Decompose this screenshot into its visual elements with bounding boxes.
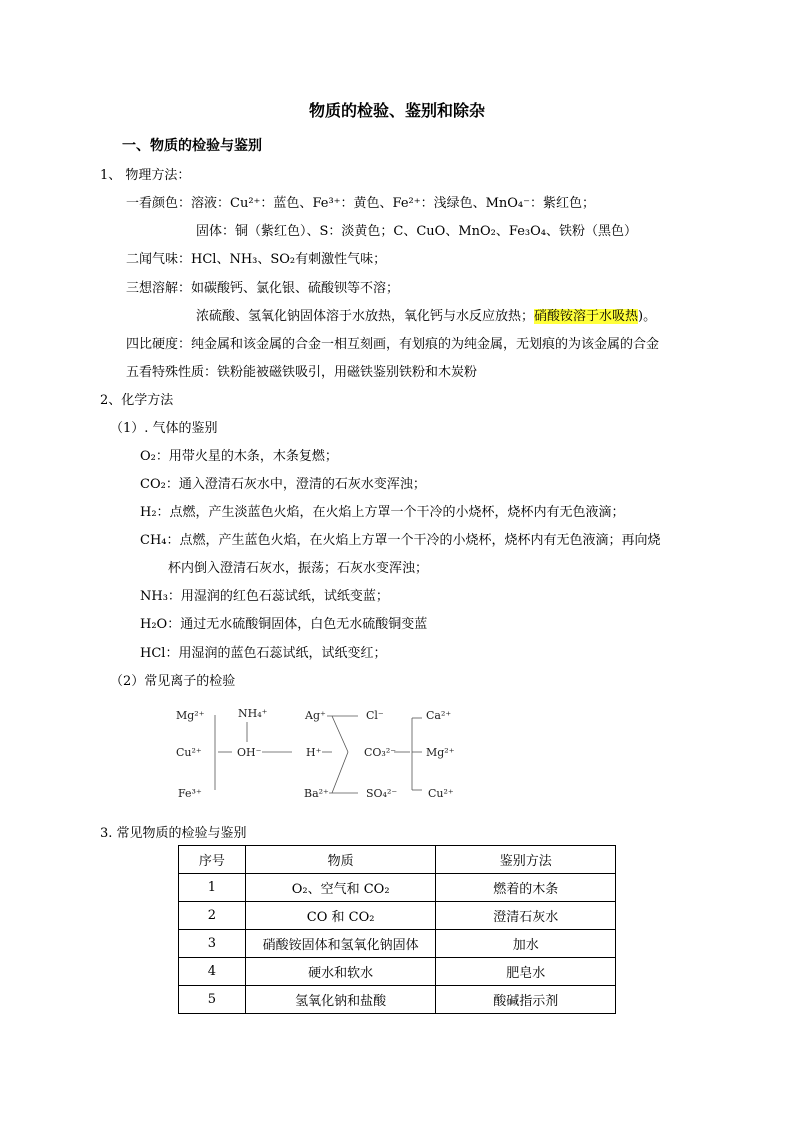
col-header-substance: 物质: [245, 846, 436, 874]
table-header-row: [179, 846, 616, 874]
ion-co3: CO₃²⁻: [364, 746, 397, 759]
cell-method: 燃着的木条: [436, 874, 616, 902]
ion-cl: Cl⁻: [366, 709, 384, 722]
cell-substance: 硬水和软水: [245, 958, 436, 986]
gas-co2: CO₂：通入澄清石灰水中，澄清的石灰水变浑浊；: [140, 477, 426, 492]
cu-color: Cu²⁺：蓝色、: [230, 196, 313, 211]
fe3-color: Fe³⁺：黄色、: [312, 196, 393, 211]
cell-index: 3: [179, 930, 246, 958]
table-row: [179, 874, 616, 902]
color-label: 一看颜色：: [126, 196, 192, 211]
section-heading-detection: 一、物质的检验与鉴别: [122, 138, 262, 154]
gas-o2: O₂：用带火星的木条，木条复燃；: [140, 449, 338, 464]
table-row: [179, 930, 616, 958]
color-line: [126, 192, 595, 211]
ion-cu-left: Cu²⁺: [176, 746, 202, 759]
ion-cu-right: Cu²⁺: [428, 787, 454, 800]
gas-ch4-line1: CH₄：点燃，产生蓝色火焰，在火焰上方罩一个干冷的小烧杯，烧杯内有无色液滴；再向烧: [140, 533, 661, 548]
page-title: 物质的检验、鉴别和除杂: [308, 101, 485, 120]
fe2-color: Fe²⁺：浅绿色、: [392, 196, 486, 211]
heat-highlight: 硝酸铵溶于水吸热: [534, 309, 639, 324]
table-row: [179, 958, 616, 986]
gas-heading: （1）. 气体的鉴别: [110, 421, 218, 436]
ion-ba: Ba²⁺: [304, 787, 329, 800]
ion-so4: SO₄²⁻: [366, 787, 398, 800]
table-row: [179, 902, 616, 930]
ion-oh: OH⁻: [237, 746, 262, 759]
smell-line: 二闻气味：HCl、NH₃、SO₂有刺激性气味；: [126, 252, 387, 267]
ion-mg-right: Mg²⁺: [426, 746, 455, 759]
gas-ch4-line2: 杯内倒入澄清石灰水，振荡；石灰水变浑浊；: [168, 561, 429, 576]
ion-mg-left: Mg²⁺: [176, 709, 205, 722]
hardness-line: 四比硬度：纯金属和该金属的合金一相互刻画，有划痕的为纯金属，无划痕的为该金属的合金: [126, 337, 660, 352]
chemical-methods-heading: 2、化学方法: [100, 393, 174, 408]
identification-table: [178, 845, 616, 1014]
ion-h: H⁺: [306, 746, 322, 759]
gas-h2: H₂：点燃，产生淡蓝色火焰，在火焰上方罩一个干冷的小烧杯，烧杯内有无色液滴；: [140, 505, 625, 520]
gas-hcl: HCl：用湿润的蓝色石蕊试纸，试纸变红；: [140, 646, 387, 661]
cell-substance: O₂、空气和 CO₂: [245, 874, 436, 902]
heat-end: )。: [638, 309, 657, 324]
cell-substance: CO 和 CO₂: [245, 902, 436, 930]
cell-method: 肥皂水: [436, 958, 616, 986]
mno4-color: MnO₄⁻：紫红色；: [485, 196, 596, 211]
cell-index: 1: [179, 874, 246, 902]
cell-method: 加水: [436, 930, 616, 958]
cell-substance: 氢氧化钠和盐酸: [245, 986, 436, 1014]
table-heading: 3. 常见物质的检验与鉴别: [100, 826, 247, 841]
solution-prefix: 溶液：: [191, 196, 231, 211]
cell-method: 澄清石灰水: [436, 902, 616, 930]
cell-substance: 硝酸铵固体和氢氧化钠固体: [245, 930, 436, 958]
dissolve-line: 三想溶解：如碳酸钙、氯化银、硫酸钡等不溶；: [126, 281, 400, 296]
table-row: [179, 986, 616, 1014]
gas-h2o: H₂O：通过无水硫酸铜固体，白色无水硫酸铜变蓝: [140, 617, 428, 632]
cell-index: 2: [179, 902, 246, 930]
gas-nh3: NH₃：用湿润的红色石蕊试纸，试纸变蓝；: [140, 589, 389, 604]
cell-method: 酸碱指示剂: [436, 986, 616, 1014]
cell-index: 5: [179, 986, 246, 1014]
col-header-method: 鉴别方法: [436, 846, 616, 874]
physical-methods-heading: 1、 物理方法：: [100, 168, 191, 183]
ion-ca-right: Ca²⁺: [426, 709, 452, 722]
ion-nh4: NH₄⁺: [238, 707, 268, 720]
solid-color-line: 固体：铜（紫红色）、S：淡黄色；C、CuO、MnO₂、Fe₃O₄、铁粉（黑色）: [196, 224, 637, 239]
ion-heading: （2）常见离子的检验: [110, 674, 236, 689]
ion-fe-left: Fe³⁺: [178, 787, 202, 800]
ion-ag: Ag⁺: [305, 709, 326, 722]
col-header-index: 序号: [179, 846, 246, 874]
special-line: 五看特殊性质：铁粉能被磁铁吸引，用磁铁鉴别铁粉和木炭粉: [126, 365, 478, 380]
heat-text: 浓硫酸、氢氧化钠固体溶于水放热，氧化钙与水反应放热；: [196, 309, 535, 324]
cell-index: 4: [179, 958, 246, 986]
heat-line: [196, 305, 656, 324]
